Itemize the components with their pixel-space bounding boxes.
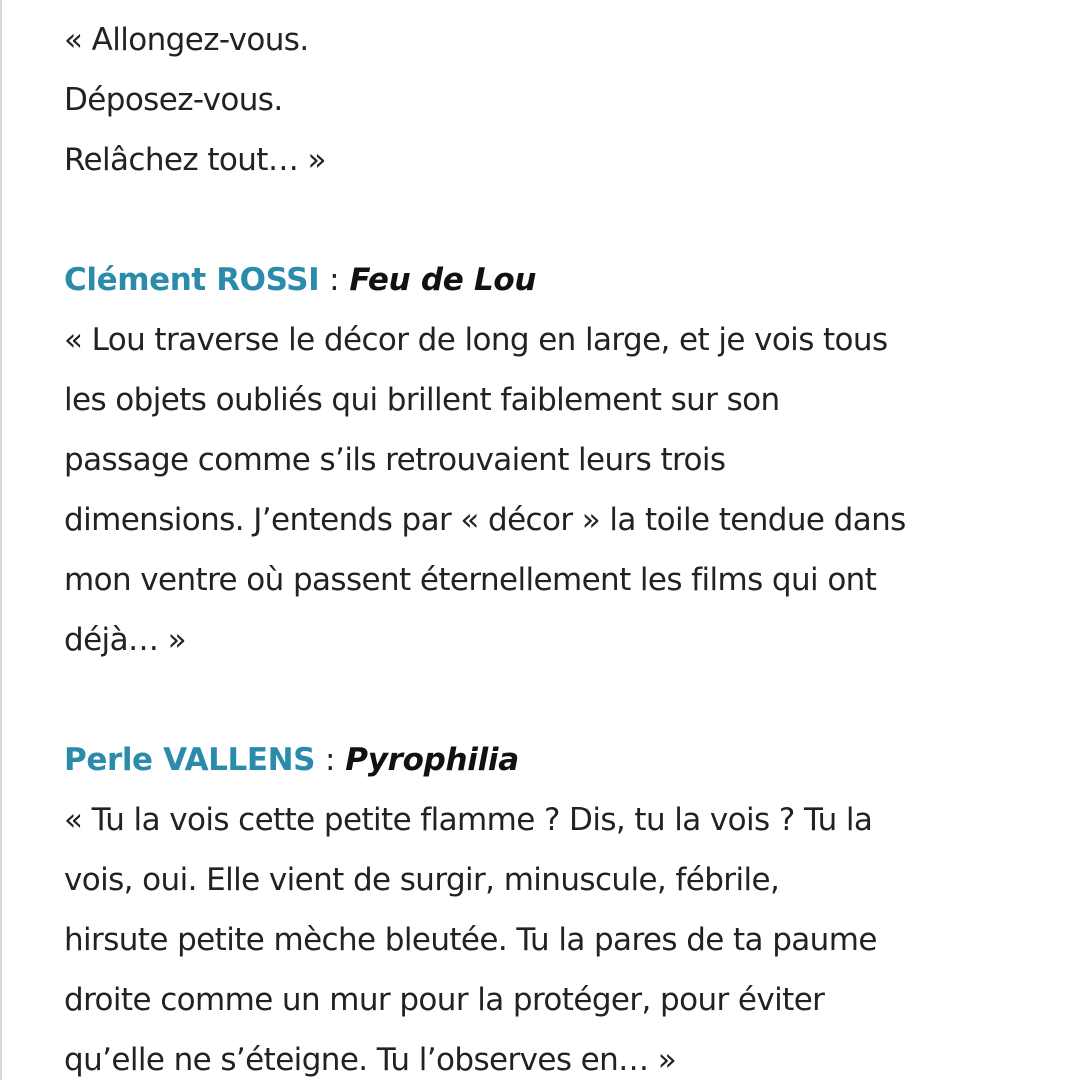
- excerpt-line: qu’elle ne s’éteigne. Tu l’observes en… »: [64, 1042, 677, 1078]
- excerpt-line: mon ventre où passent éternellement les films qui ont: [64, 562, 877, 598]
- author-name: Perle VALLENS: [64, 742, 316, 778]
- excerpt-line: passage comme s’ils retrouvaient leurs trois: [64, 442, 726, 478]
- excerpt-line: « Lou traverse le décor de long en large, et je vois tous: [64, 322, 888, 358]
- excerpt-line: « Allongez-vous.: [64, 22, 309, 58]
- excerpt-line: vois, oui. Elle vient de surgir, minuscule, fébrile,: [64, 862, 780, 898]
- entry-heading: [64, 250, 536, 310]
- work-title: Pyrophilia: [345, 742, 519, 778]
- excerpt-line: dimensions. J’entends par « décor » la toile tendue dans: [64, 502, 906, 538]
- excerpt-line: « Tu la vois cette petite flamme ? Dis, tu la vois ? Tu la: [64, 802, 873, 838]
- excerpt-line: hirsute petite mèche bleutée. Tu la pares de ta paume: [64, 922, 877, 958]
- entry-heading: [64, 730, 519, 790]
- excerpt-line: Déposez-vous.: [64, 82, 283, 118]
- author-name: Clément ROSSI: [64, 262, 320, 298]
- excerpt-line: droite comme un mur pour la protéger, pour éviter: [64, 982, 825, 1018]
- excerpt-line: Relâchez tout… »: [64, 142, 326, 178]
- excerpt-line: les objets oubliés qui brillent faiblement sur son: [64, 382, 780, 418]
- heading-separator: :: [315, 742, 346, 778]
- excerpt-line: déjà… »: [64, 622, 186, 658]
- heading-separator: :: [319, 262, 350, 298]
- work-title: Feu de Lou: [349, 262, 537, 298]
